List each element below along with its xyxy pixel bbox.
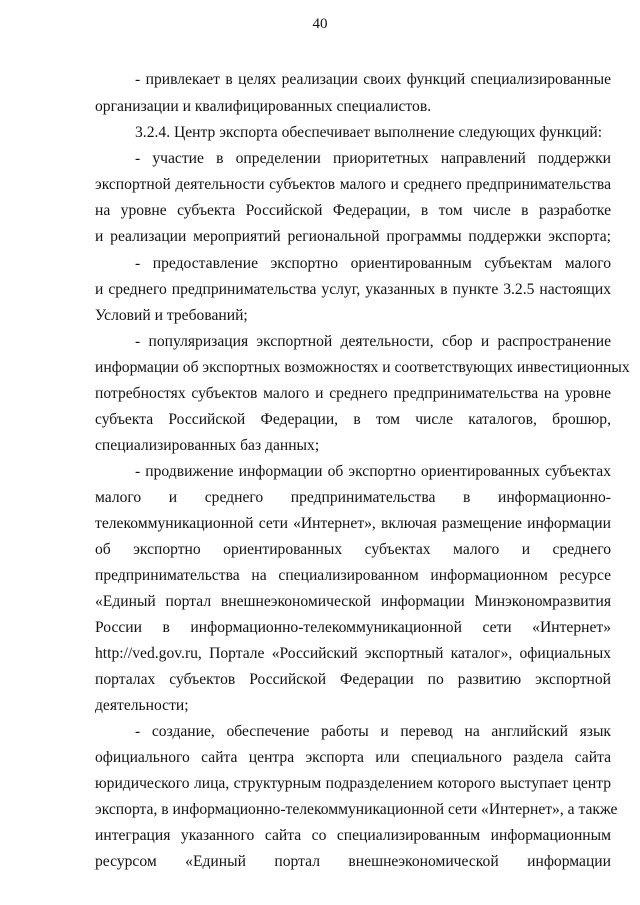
text-line: официального сайта центра экспорта или специального раздела сайта: [95, 749, 611, 766]
text-line: экспорта, в информационно-телекоммуникационной сети «Интернет», а также: [95, 801, 618, 818]
text-line: - создание, обеспечение работы и перевод на английский язык: [135, 723, 611, 740]
text-line: - участие в определении приоритетных направлений поддержки: [135, 150, 611, 167]
text-line: ресурсом «Единый портал внешнеэкономической информации: [95, 853, 611, 870]
text-line: экспортной деятельности субъектов малого и среднего предпринимательства: [95, 176, 611, 193]
text-line: информации об экспортных возможностях и соответствующих инвестиционных: [95, 359, 630, 376]
text-line: http://ved.gov.ru, Портале «Российский экспортный каталог», официальных: [95, 645, 611, 662]
text-line: «Единый портал внешнеэкономической информации Минэкономразвития: [95, 593, 611, 610]
text-line: на уровне субъекта Российской Федерации, в том числе в разработке: [95, 202, 611, 219]
text-line: об экспортно ориентированных субъектах малого и среднего: [95, 541, 611, 558]
text-line: - предоставление экспортно ориентированным субъектам малого: [135, 255, 611, 272]
text-line: порталах субъектов Российской Федерации по развитию экспортной: [95, 671, 611, 688]
text-line: потребностях субъектов малого и среднего предпринимательства на уровне: [95, 385, 611, 402]
text-line: телекоммуникационной сети «Интернет», включая размещение информации: [95, 515, 611, 532]
text-line: малого и среднего предпринимательства в информационно-: [95, 489, 611, 506]
text-line: и среднего предпринимательства услуг, указанных в пункте 3.2.5 настоящих: [95, 281, 611, 298]
text-line: - привлекает в целях реализации своих функций специализированные: [135, 71, 611, 88]
page-number: 40: [312, 16, 328, 32]
text-line: специализированных баз данных;: [95, 437, 320, 454]
text-line: субъекта Российской Федерации, в том числе каталогов, брошюр,: [95, 411, 611, 428]
text-line: юридического лица, структурным подразделением которого выступает центр: [95, 775, 611, 792]
text-line: и реализации мероприятий региональной программы поддержки экспорта;: [95, 228, 611, 245]
section-heading: 3.2.4. Центр экспорта обеспечивает выполнение следующих функций:: [135, 124, 603, 141]
text-line: деятельности;: [95, 697, 189, 714]
text-line: интеграция указанного сайта со специализированным информационным: [95, 827, 611, 844]
text-line: России в информационно-телекоммуникационной сети «Интернет»: [95, 619, 611, 636]
text-line: - продвижение информации об экспортно ориентированных субъектах: [135, 463, 611, 480]
text-line: Условий и требований;: [95, 307, 248, 324]
text-line: организации и квалифицированных специалистов.: [95, 98, 432, 115]
text-line: предпринимательства на специализированном информационном ресурсе: [95, 567, 611, 584]
text-line: - популяризация экспортной деятельности, сбор и распространение: [135, 333, 611, 350]
